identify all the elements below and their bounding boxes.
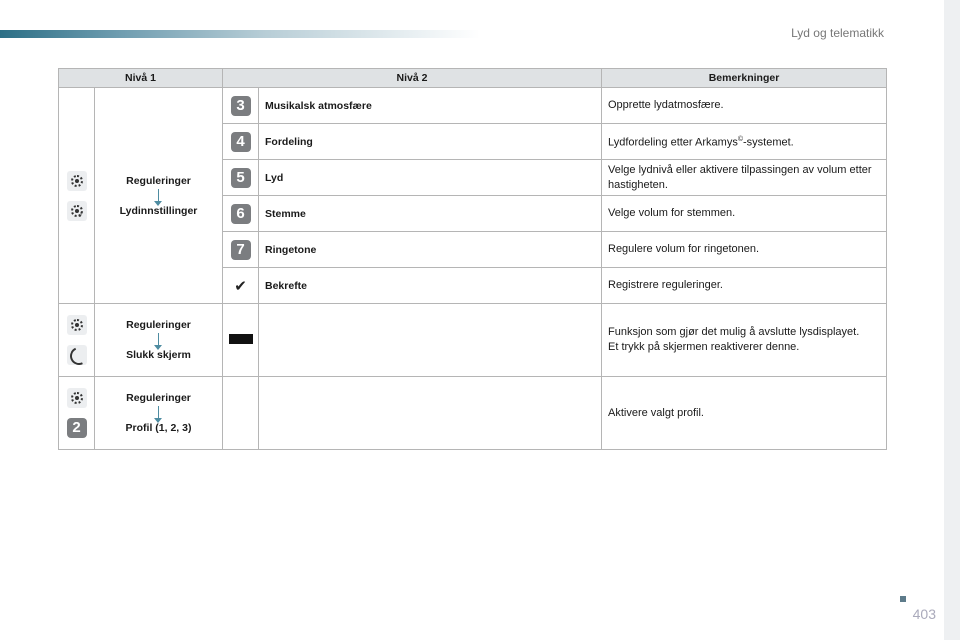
checkmark-icon: ✔ [234, 277, 247, 295]
group3-icons [59, 377, 95, 450]
group1-icons [59, 88, 95, 304]
remark-post: -systemet. [743, 136, 794, 149]
remark-pre: Lydfordeling etter Arkamys [608, 136, 738, 149]
badge-cell [223, 268, 259, 304]
remark-text: Velge lydnivå eller aktivere tilpassingen av volum etter hastigheten. [602, 160, 887, 196]
level2-label: Stemme [259, 196, 602, 232]
remark-sup: © [737, 136, 743, 144]
badge-cell [223, 88, 259, 124]
level2-label: Ringetone [259, 232, 602, 268]
remark-line1: Funksjon som gjør det mulig å avslutte lysdisplayet. [608, 326, 860, 338]
step-badge-3: 3 [231, 96, 251, 116]
col-header-level1: Nivå 1 [59, 69, 223, 88]
badge-cell [223, 232, 259, 268]
group2-icons [59, 304, 95, 377]
step-badge-6: 6 [231, 204, 251, 224]
arrow-down-icon [158, 333, 159, 345]
screen-off-icon [229, 334, 253, 344]
level2-label: Lyd [259, 160, 602, 196]
level2-label: Fordeling [259, 124, 602, 160]
settings-table [58, 68, 887, 450]
remark-text: Opprette lydatmosfære. [602, 88, 887, 124]
group1-level1 [95, 88, 223, 304]
remark-line2: Et trykk på skjermen reaktiverer denne. [608, 341, 800, 353]
remark-text: Velge volum for stemmen. [602, 196, 887, 232]
badge-cell [223, 160, 259, 196]
level1-reguleringer: Reguleringer [126, 174, 191, 187]
page-section-title: Lyd og telematikk [791, 26, 884, 40]
group3-level1 [95, 377, 223, 450]
col-header-remarks: Bemerkninger [602, 69, 887, 88]
arrow-down-icon [158, 406, 159, 418]
level1-profil: Profil (1, 2, 3) [125, 422, 192, 434]
level2-label: Bekrefte [259, 268, 602, 304]
badge-cell [223, 124, 259, 160]
screen-off-cell [223, 304, 259, 377]
header-decor-bar [0, 30, 480, 38]
remark-text: Registrere reguleringer. [602, 268, 887, 304]
remark-text [602, 124, 887, 160]
empty-cell [259, 377, 602, 450]
step-badge-5: 5 [231, 168, 251, 188]
page-number: 403 [912, 606, 936, 622]
level1-lydinnstillinger: Lydinnstillinger [119, 204, 198, 217]
moon-icon [67, 345, 87, 365]
footer-marker [900, 596, 906, 602]
settings-sound-icon [67, 201, 87, 221]
remark-text: Regulere volum for ringetonen. [602, 232, 887, 268]
level2-label: Musikalsk atmosfære [259, 88, 602, 124]
music-note-icon: ♪ [78, 208, 83, 219]
empty-cell [259, 304, 602, 377]
arrow-down-icon [158, 189, 159, 201]
group2-level1 [95, 304, 223, 377]
badge-cell [223, 196, 259, 232]
settings-gear-icon [67, 171, 87, 191]
level1-reguleringer: Reguleringer [126, 319, 191, 331]
level1-slukk-skjerm: Slukk skjerm [126, 349, 191, 361]
empty-cell [223, 377, 259, 450]
step-badge-7: 7 [231, 240, 251, 260]
remark-text: Aktivere valgt profil. [602, 377, 887, 450]
col-header-level2: Nivå 2 [223, 69, 602, 88]
profile-badge: 2 [67, 418, 87, 438]
level1-reguleringer: Reguleringer [126, 392, 191, 404]
settings-gear-icon [67, 388, 87, 408]
remark-text [602, 304, 887, 377]
page-edge-strip [944, 0, 960, 640]
step-badge-4: 4 [231, 132, 251, 152]
settings-gear-icon [67, 315, 87, 335]
